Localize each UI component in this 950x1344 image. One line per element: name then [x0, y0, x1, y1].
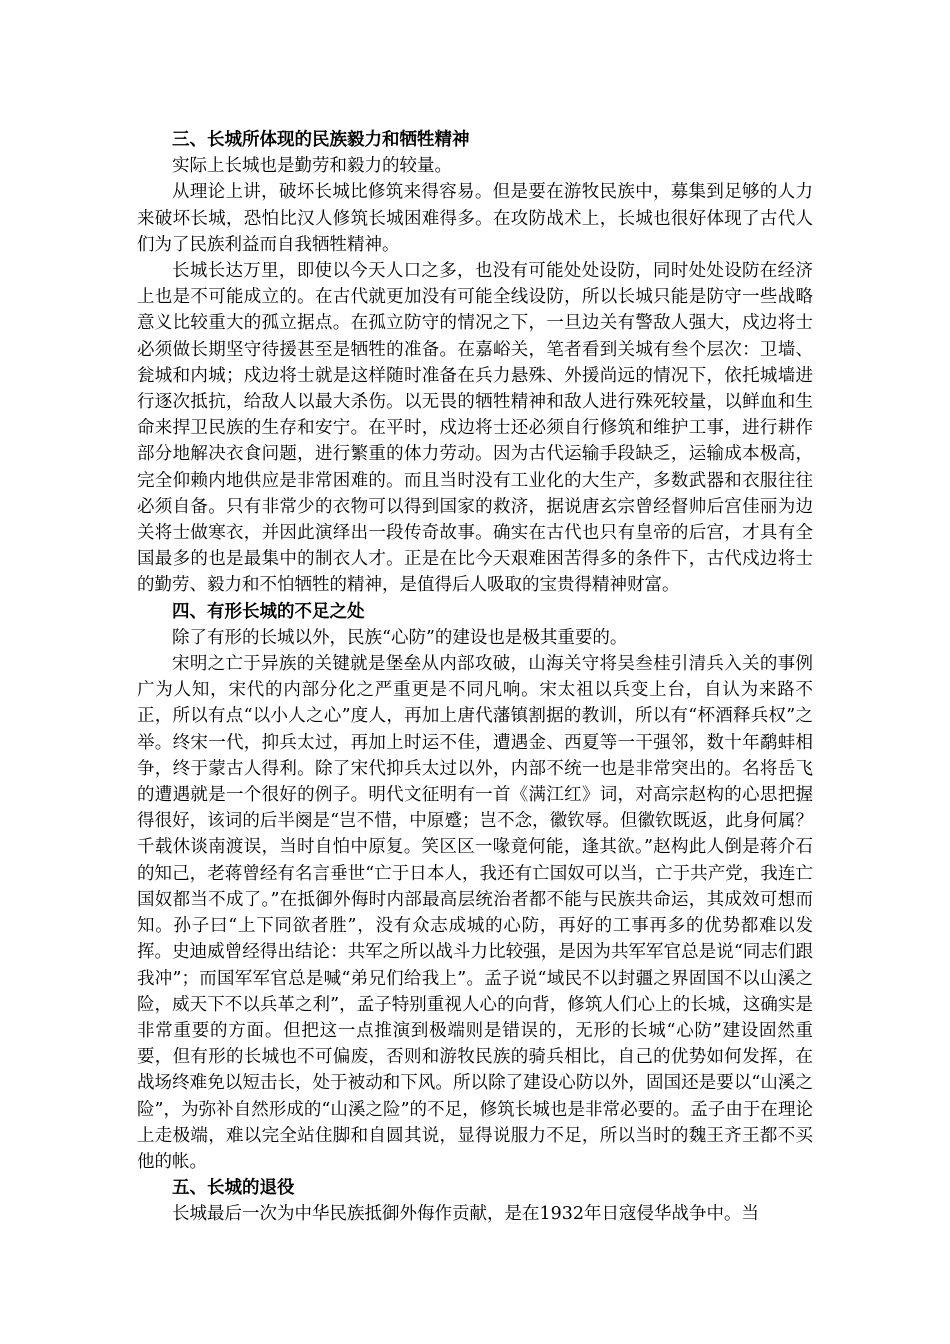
section-heading-3: 三、长城所体现的民族毅力和牺牲精神 [172, 130, 470, 150]
section-4-paragraph-1: 除了有形的长城以外，民族“心防”的建设也是极其重要的。 [172, 627, 628, 648]
section-3-paragraph-2: 从理论上讲，破坏长城比修筑来得容易。但是要在游牧民族中，募集到足够的人力来破坏长城，恐怕比汉人修筑长城困难得多。在攻防战术上，长城也很好体现了古代人们为了民族利益而自我牺牲精神。 [137, 182, 813, 255]
section-3-paragraph-1: 实际上长城也是勤劳和毅力的较量。 [172, 156, 452, 177]
section-heading-5: 五、长城的退役 [172, 1178, 295, 1199]
document-page [137, 127, 813, 1228]
section-3-paragraph-3: 长城长达万里，即使以今天人口之多，也没有可能处处设防，同时处处设防在经济上也是不可能成立的。在古代就更加没有可能全线设防，所以长城只能是防守一些战略意义比较重大的孤立据点。在孤立防守的情况之下，一旦边关有警敌人强大，戍边将士必须做长期坚守待援甚至是牺牲的准备。在嘉峪关，笔者看到关城有叁个层次：卫墙、瓮城和内城；戍边将士就是这样随时准备在兵力悬殊、外援尚远的情况下，依托城墙进行逐次抵抗，给敌人以最大杀伤。以无畏的牺牲精神和敌人进行殊死较量，以鲜血和生命来捍卫民族的生存和安宁。在平时，戍边将士还必须自行修筑和维护工事，进行耕作部分地解决衣食问题，进行繁重的体力劳动。因为古代运输手段缺乏，运输成本极高，完全仰赖内地供应是非常困难的。而且当时没有工业化的大生产，多数武器和衣服往往必须自备。只有非常少的衣物可以得到国家的救济，据说唐玄宗曾经督帅后宫佳丽为边关将士做寒衣，并因此演绎出一段传奇故事。确实在古代也只有皇帝的后宫，才具有全国最多的也是最集中的制衣人才。正是在比今天艰难困苦得多的条件下，古代戍边将士的勤劳、毅力和不怕牺牲的精神，是值得后人吸取的宝贵得精神财富。 [137, 261, 813, 596]
section-4-paragraph-2: 宋明之亡于异族的关键就是堡垒从内部攻破，山海关守将吴叁桂引清兵入关的事例广为人知，宋代的内部分化之严重更是不同凡响。宋太祖以兵变上台，自认为来路不正，所以有点“以小人之心”度人，再加上唐代藩镇割据的教训，所以有“杯酒释兵权”之举。终宋一代，抑兵太过，再加上时运不佳，遭遇金、西夏等一干强邻，数十年鹬蚌相争，终于蒙古人得利。除了宋代抑兵太过以外，内部不统一也是非常突出的。名将岳飞的遭遇就是一个很好的例子。明代文征明有一首《满江红》词，对高宗赵构的心思把握得很好，该词的后半阕是“岂不惜，中原蹙；岂不念，徽钦辱。但徽钦既返，此身何属？千载休谈南渡误，当时自怕中原复。笑区区一喙竟何能，逢其欲。”赵构此人倒是蒋介石的知己，老蒋曾经有名言垂世“亡于日本人，我还有亡国奴可以当，亡于共产党，我连亡国奴都当不成了。”在抵御外侮时内部最高层统治者都不能与民族共命运，其成效可想而知。孙子曰“上下同欲者胜”，没有众志成城的心防，再好的工事再多的优势都难以发挥。史迪威曾经得出结论：共军之所以战斗力比较强，是因为共军军官总是说“同志们跟我冲”；而国军军官总是喊“弟兄们给我上”。孟子说“域民不以封疆之界固国不以山溪之险，威天下不以兵革之利”，孟子特别重视人心的向背，修筑人们心上的长城，这确实是非常重要的方面。但把这一点推演到极端则是错误的，无形的长城“心防”建设固然重要，但有形的长城也不可偏废，否则和游牧民族的骑兵相比，自己的优势如何发挥，在战场终难免以短击长，处于被动和下风。所以除了建设心防以外，固国还是要以“山溪之险”，为弥补自然形成的“山溪之险”的不足，修筑长城也是非常必要的。孟子由于在理论上走极端，难以完全站住脚和自圆其说，显得说服力不足，所以当时的魏王齐王都不买他的帐。 [137, 654, 813, 1172]
section-heading-4: 四、有形长城的不足之处 [172, 601, 365, 622]
section-5-paragraph-1: 长城最后一次为中华民族抵御外侮作贡献，是在1932年日寇侵华战争中。当 [172, 1204, 760, 1225]
